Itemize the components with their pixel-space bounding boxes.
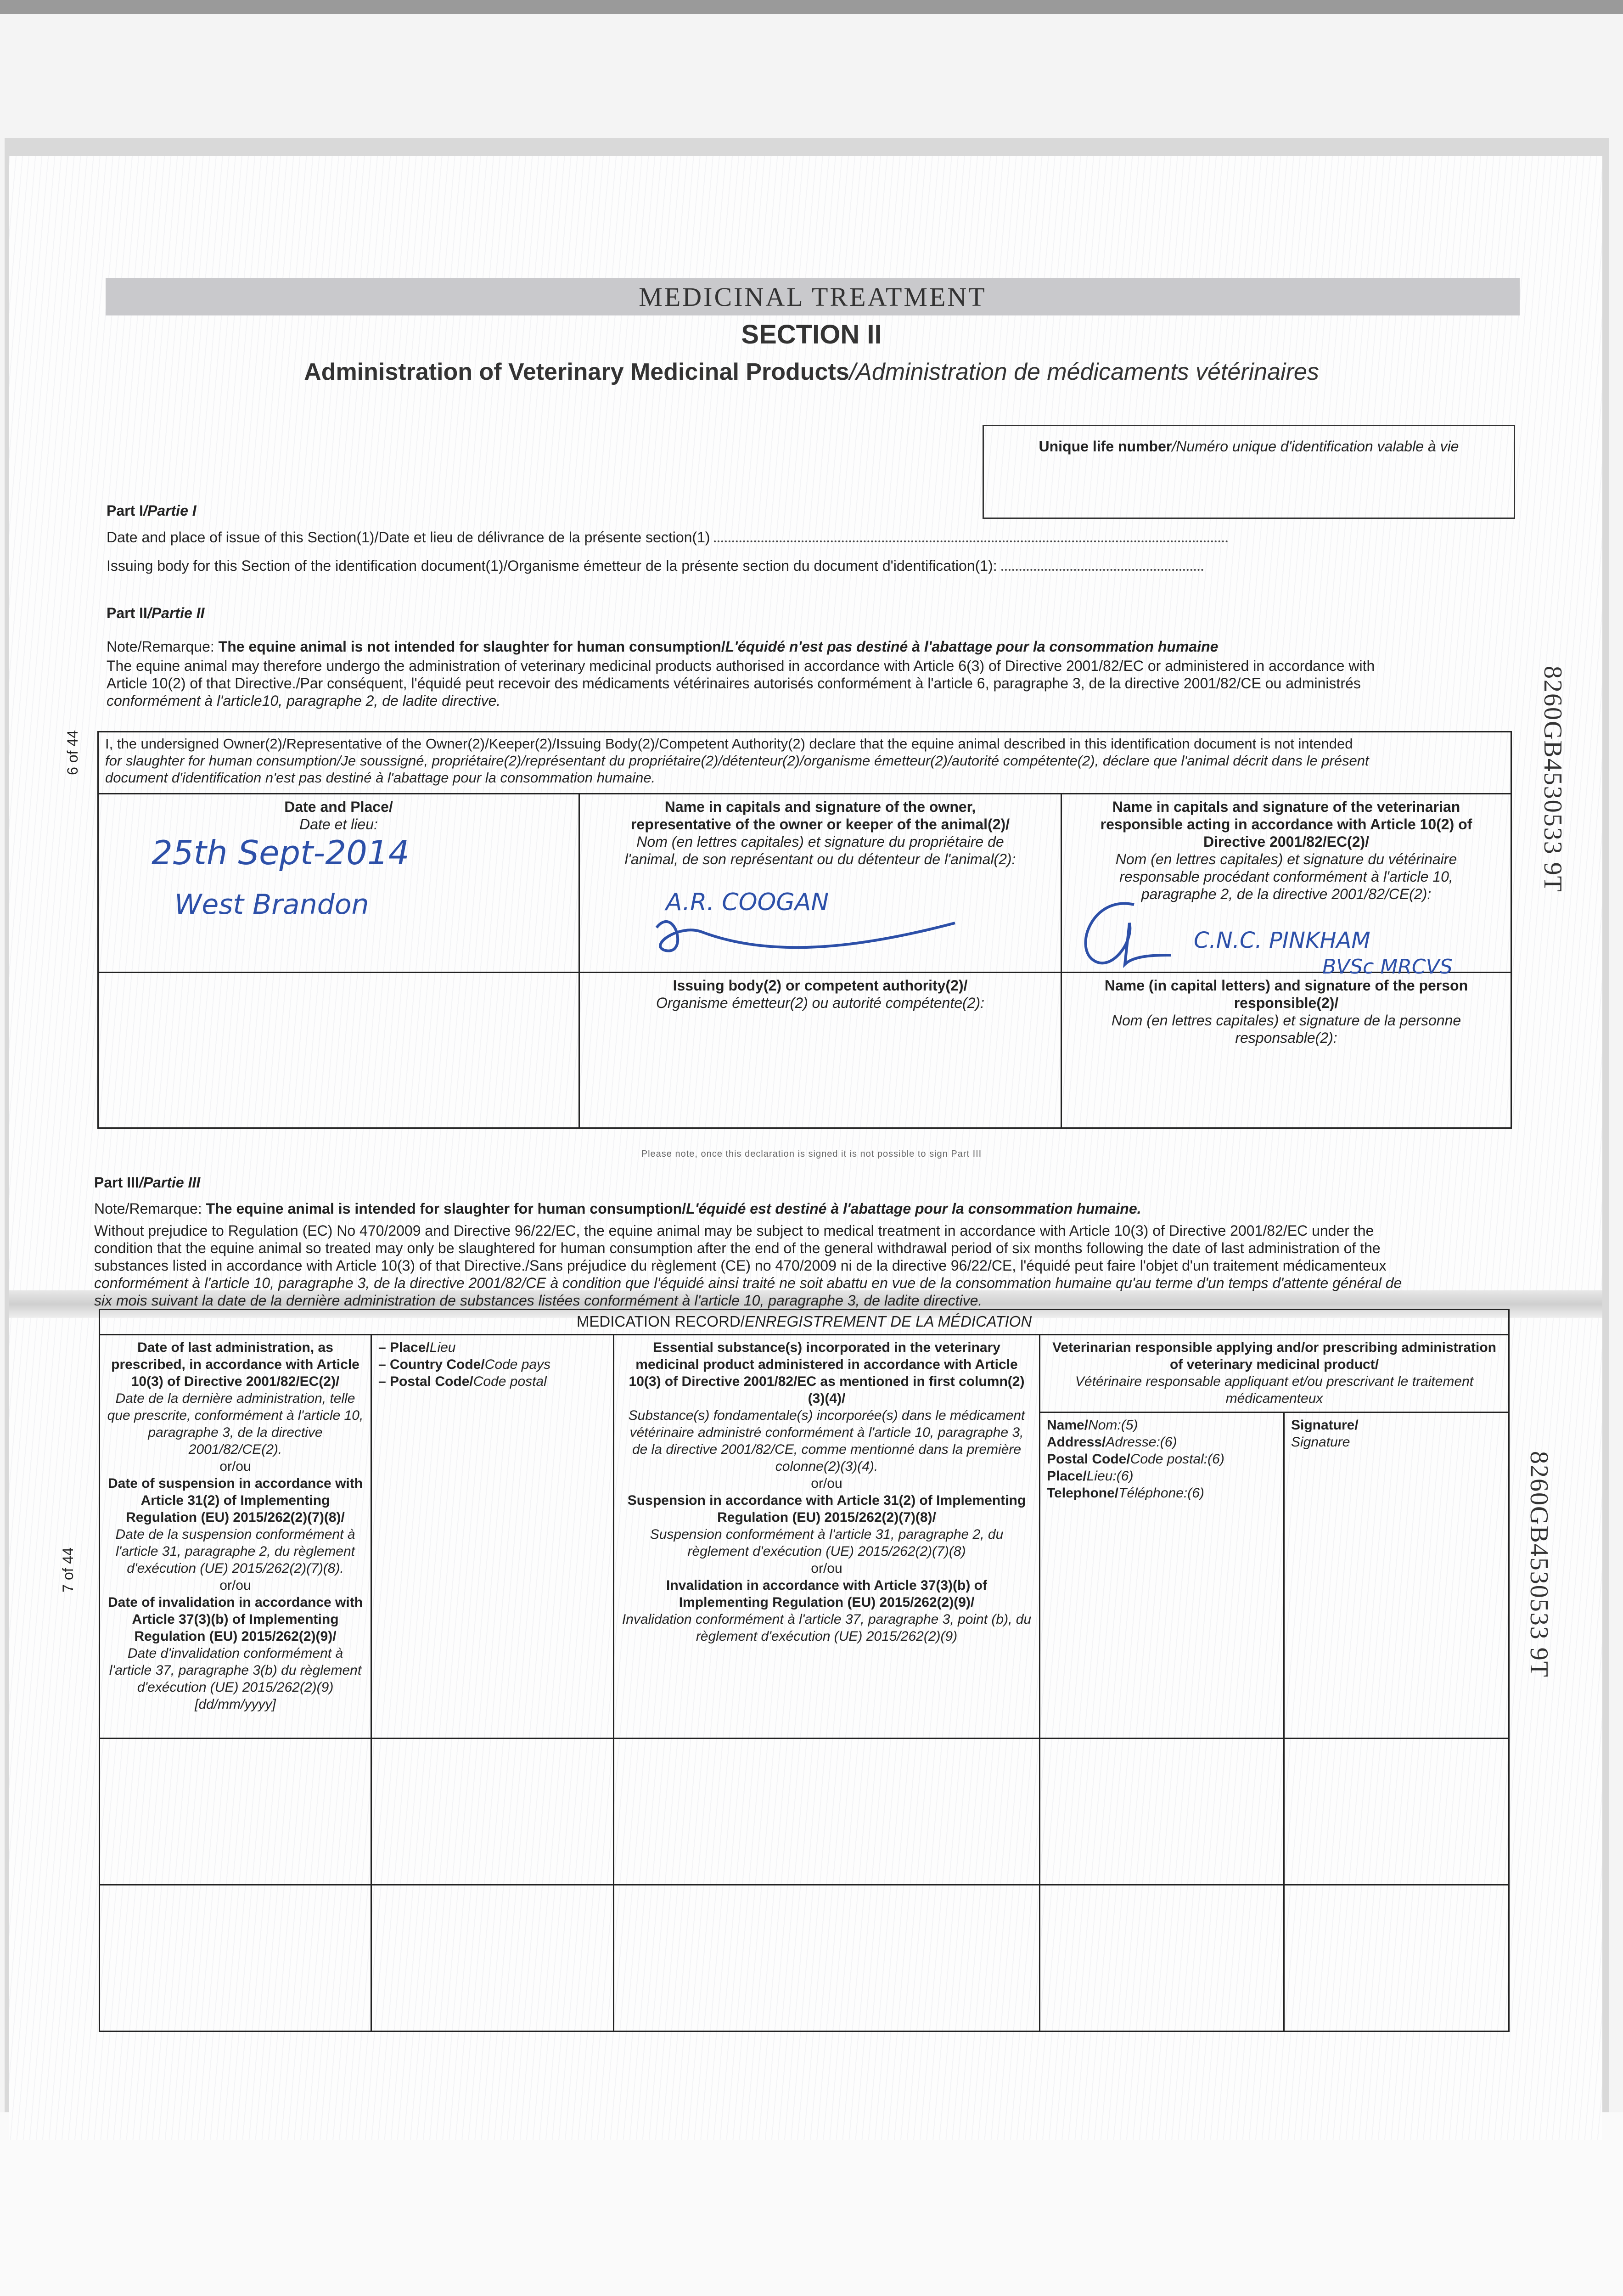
vet-phone-label: Telephone/Téléphone:(6) xyxy=(1047,1486,1204,1501)
subtitle-en: Administration of Veterinary Medicinal Products xyxy=(304,359,849,385)
entry-vet-cell[interactable] xyxy=(1040,1885,1284,2032)
part1-issuing-body xyxy=(107,557,1203,575)
handwritten-date: 25th Sept-2014 xyxy=(152,833,410,872)
part3-para-line5: six mois suivant la date de la dernière administration de substances listées conformément à l'article 10, paragraphe 3, de ladite directive. xyxy=(94,1292,983,1309)
part3-heading-en: Part III xyxy=(94,1174,139,1191)
c3-a-en: Essential substance(s) incorporated in the veterinary medicinal product administered in accordance with Article 10(3) of Directive 2001/82/EC as mentioned in first column(2)(3)(4)/ xyxy=(629,1340,1025,1406)
part2-note-italic: L'équidé n'est pas destiné à l'abattage pour la consommation humaine xyxy=(725,638,1219,655)
country-code-label: – Country Code/Code pays xyxy=(378,1357,551,1372)
part2-note xyxy=(107,637,1218,656)
responsible-label-en-2: responsible(2)/ xyxy=(1234,995,1339,1011)
part3-heading xyxy=(94,1173,200,1192)
responsible-label-en-1: Name (in capital letters) and signature of the person xyxy=(1104,977,1468,994)
part1-heading-en: Part I xyxy=(107,502,144,519)
entry-signature-cell[interactable] xyxy=(1284,1885,1509,2032)
scan-background xyxy=(0,2112,1623,2296)
part2-note-prefix: Note/Remarque: xyxy=(107,638,219,655)
c3-c-en: Invalidation in accordance with Article 37(3)(b) of Implementing Regulation (EU) 2015/262(2)(9)/ xyxy=(666,1578,987,1610)
issuing-body-cell[interactable] xyxy=(579,973,1061,1128)
part1-date-place-label: Date and place of issue of this Section(1)/Date et lieu de délivrance de la présente section(1) xyxy=(107,529,710,546)
part3-para-line2: condition that the equine animal so treated may only be slaughtered for human consumption after the end of the general withdrawal period of six months following the date of last administration of the xyxy=(94,1240,1381,1256)
part3-heading-fr: /Partie III xyxy=(139,1174,201,1191)
part2-para-line3: conformément à l'article10, paragraphe 2, de ladite directive. xyxy=(107,692,501,709)
vet-name-label: Name/Nom:(5) xyxy=(1047,1418,1138,1433)
page-number-top: 6 of 44 xyxy=(64,730,81,775)
date-place-field[interactable] xyxy=(714,536,1228,542)
part3-note-prefix: Note/Remarque: xyxy=(94,1200,206,1217)
part3-para-line4: conformément à l'article 10, paragraphe 3, de la directive 2001/82/CE à condition que l'équidé ainsi traité ne soit abattu en vue de la consommation humaine qu'au terme d'un temps d'attente général de xyxy=(94,1275,1402,1291)
c1-or-1: or/ou xyxy=(219,1459,251,1474)
medication-title-en: MEDICATION RECORD/ xyxy=(576,1313,745,1330)
date-place-label-en: Date and Place/ xyxy=(284,799,393,815)
c1-format: [dd/mm/yyyy] xyxy=(195,1697,276,1712)
part1-heading-fr: /Partie I xyxy=(143,502,197,519)
handwritten-owner-name: A.R. COOGAN xyxy=(666,889,829,916)
c3-c-fr: Invalidation conformément à l'article 37, paragraphe 3, point (b), du règlement d'exécution (UE) 2015/262(2)(9) xyxy=(622,1612,1032,1644)
c3-b-fr: Suspension conformément à l'article 31, paragraphe 2, du règlement d'exécution (UE) 2015/262(2)(7)(8) xyxy=(650,1527,1004,1559)
c3-or-2: or/ou xyxy=(811,1561,842,1576)
issuing-label-fr: Organisme émetteur(2) ou autorité compétente(2): xyxy=(656,995,984,1011)
c1-c-fr: Date d'invalidation conformément à l'article 37, paragraphe 3(b) du règlement d'exécution (UE) 2015/262(2)(9) xyxy=(109,1646,362,1695)
part2-heading xyxy=(107,604,204,622)
medication-header-row xyxy=(100,1335,1509,1412)
part2-para-line2: Article 10(2) of that Directive./Par conséquent, l'équidé peut recevoir des médicaments vétérinaires autorisés conformément à l'article 6, paragraphe 3, de la directive 2001/82/CE ou administrés xyxy=(107,675,1361,692)
unique-life-number-box xyxy=(983,425,1515,519)
part2-note-bold: The equine animal is not intended for slaughter for human consumption/ xyxy=(218,638,725,655)
veterinarian-header xyxy=(1040,1335,1509,1412)
declaration-row xyxy=(98,732,1511,794)
vet-details-header xyxy=(1040,1412,1284,1739)
page-number-bottom: 7 of 44 xyxy=(60,1548,76,1593)
vet-label-en-2: responsible acting in accordance with Article 10(2) of xyxy=(1100,816,1472,833)
place-header xyxy=(371,1335,614,1739)
vet-label-en-1: Name in capitals and signature of the veterinarian xyxy=(1112,799,1460,815)
responsible-person-cell[interactable] xyxy=(1061,973,1511,1128)
medication-record-table xyxy=(99,1309,1510,2032)
medication-record-title xyxy=(100,1310,1509,1335)
medication-title-fr: ENREGISTREMENT DE LA MÉDICATION xyxy=(744,1313,1032,1330)
part2-heading-fr: /Partie II xyxy=(147,605,205,621)
owner-signature-image xyxy=(638,895,969,964)
owner-label-fr-2: l'animal, de son représentant ou du détenteur de l'animal(2): xyxy=(624,851,1016,867)
fold-note: Please note, once this declaration is signed it is not possible to sign Part III xyxy=(641,1149,982,1159)
declaration-text xyxy=(98,732,1511,794)
entry-substance-cell[interactable] xyxy=(614,1739,1040,1885)
subtitle-fr: /Administration de médicaments vétérinaires xyxy=(849,359,1319,385)
section-subtitle xyxy=(0,358,1623,386)
responsible-label-fr-2: responsable(2): xyxy=(1235,1030,1337,1046)
medication-entry-row xyxy=(100,1885,1509,2032)
scanner-edge xyxy=(0,0,1623,14)
part1-heading xyxy=(107,501,197,520)
vet-label-fr-1: Nom (en lettres capitales) et signature du vétérinaire xyxy=(1115,851,1457,867)
part2-para-line1: The equine animal may therefore undergo the administration of veterinary medicinal products authorised in accordance with Article 6(3) of Directive 2001/82/EC or administered in accordance with xyxy=(107,658,1375,674)
handwritten-vet-quals: BVSc MRCVS xyxy=(1322,955,1453,979)
date-place-label-fr: Date et lieu: xyxy=(299,816,378,833)
part1-date-place xyxy=(107,528,1228,546)
entry-substance-cell[interactable] xyxy=(614,1885,1040,2032)
owner-label-en-1: Name in capitals and signature of the owner, xyxy=(664,799,976,815)
c4-head-fr: Vétérinaire responsable appliquant et/ou prescrivant le traitement médicamenteux xyxy=(1075,1374,1474,1406)
vet-postal-label: Postal Code/Code postal:(6) xyxy=(1047,1452,1224,1467)
part2-heading-en: Part II xyxy=(107,605,147,621)
medication-title-row xyxy=(100,1310,1509,1335)
c3-or-1: or/ou xyxy=(811,1476,842,1491)
last-administration-header xyxy=(100,1335,371,1739)
entry-place-cell[interactable] xyxy=(371,1885,614,2032)
section-title: SECTION II xyxy=(741,320,882,349)
essential-substance-header xyxy=(614,1335,1040,1739)
c1-b-en: Date of suspension in accordance with Article 31(2) of Implementing Regulation (EU) 2015/262(2)(7)(8)/ xyxy=(107,1476,363,1525)
c5-en: Signature/ xyxy=(1291,1418,1359,1433)
part3-note-bold: The equine animal is intended for slaughter for human consumption/ xyxy=(206,1200,686,1217)
owner-label-en-2: representative of the owner or keeper of the animal(2)/ xyxy=(630,816,1010,833)
c1-c-en: Date of invalidation in accordance with Article 37(3)(b) of Implementing Regulation (EU) 2015/262(2)(9)/ xyxy=(107,1595,363,1644)
unique-life-label-fr: /Numéro unique d'identification valable à vie xyxy=(1172,438,1459,455)
responsible-label-fr-1: Nom (en lettres capitales) et signature de la personne xyxy=(1111,1012,1461,1029)
c5-fr: Signature xyxy=(1291,1435,1350,1450)
vet-place-label: Place/Lieu:(6) xyxy=(1047,1469,1134,1484)
entry-date-cell[interactable] xyxy=(100,1739,371,1885)
declaration-line2: for slaughter for human consumption/Je soussigné, propriétaire(2)/représentant du propriétaire(2)/détenteur(2)/organisme émetteur(2)/autorité compétente(2), déclare que l'animal décrit dans le présent xyxy=(105,753,1369,769)
c1-a-fr: Date de la dernière administration, telle que prescrite, conformément à l'article 10, paragraphe 3, de la directive 2001/82/CE(2). xyxy=(107,1391,364,1457)
medication-entry-row xyxy=(100,1739,1509,1885)
part3-note-italic: L'équidé est destiné à l'abattage pour la consommation humaine. xyxy=(686,1200,1141,1217)
part3-note xyxy=(94,1199,1141,1218)
date-place-cell[interactable] xyxy=(98,794,579,973)
vet-label-fr-3: paragraphe 2, de la directive 2001/82/CE(2): xyxy=(1141,886,1432,902)
vet-signature-image xyxy=(1065,891,1175,983)
handwritten-place: West Brandon xyxy=(174,889,369,921)
declaration-line1: I, the undersigned Owner(2)/Representative of the Owner(2)/Keeper(2)/Issuing Body(2)/Competent Authority(2) declare that the equine animal described in this identification document is not intended xyxy=(105,736,1353,752)
empty-cell[interactable] xyxy=(98,973,579,1128)
side-code-bottom: 8260GB4530533 9T xyxy=(1525,1451,1553,1678)
postal-code-label: – Postal Code/Code postal xyxy=(378,1374,547,1389)
part1-issuing-body-label: Issuing body for this Section of the identification document(1)/Organisme émetteur de la présente section du document d'identification(1): xyxy=(107,557,997,574)
c1-or-2: or/ou xyxy=(219,1578,251,1593)
owner-label-fr-1: Nom (en lettres capitales) et signature du propriétaire de xyxy=(636,833,1004,850)
signature-row-2 xyxy=(98,973,1511,1128)
c1-b-fr: Date de la suspension conformément à l'article 31, paragraphe 2, du règlement d'exécution (UE) 2015/262(2)(7)(8). xyxy=(115,1527,355,1576)
c1-a-en: Date of last administration, as prescribed, in accordance with Article 10(3) of Directive 2001/82/EC(2)/ xyxy=(111,1340,359,1389)
entry-date-cell[interactable] xyxy=(100,1885,371,2032)
c3-b-en: Suspension in accordance with Article 31(2) of Implementing Regulation (EU) 2015/262(2)(7)(8)/ xyxy=(627,1493,1026,1525)
unique-life-label-en: Unique life number xyxy=(1039,438,1172,455)
vet-signature-header xyxy=(1284,1412,1509,1739)
vet-label-fr-2: responsable procédant conformément à l'article 10, xyxy=(1119,868,1453,885)
section-banner: MEDICINAL TREATMENT xyxy=(106,278,1520,315)
vet-label-en-3: Directive 2001/82/EC(2)/ xyxy=(1203,833,1370,850)
side-code-top: 8260GB4530533 9T xyxy=(1539,666,1567,893)
part3-para-line3: substances listed in accordance with Article 10(3) of that Directive./Sans préjudice du règlement (CE) no 470/2009 ni de la directive 96/22/CE, l'équidé peut faire l'objet d'un traitement médicamenteux xyxy=(94,1257,1387,1274)
issuing-body-field[interactable] xyxy=(1001,564,1203,571)
c4-head-en: Veterinarian responsible applying and/or prescribing administration of veterinary medicinal product/ xyxy=(1052,1340,1496,1372)
entry-signature-cell[interactable] xyxy=(1284,1739,1509,1885)
vet-address-label: Address/Adresse:(6) xyxy=(1047,1435,1177,1450)
handwritten-vet-name: C.N.C. PINKHAM xyxy=(1194,928,1370,953)
entry-vet-cell[interactable] xyxy=(1040,1739,1284,1885)
place-label: – Place/Lieu xyxy=(378,1340,456,1355)
declaration-line3: document d'identification n'est pas destiné à l'abattage pour la consommation humaine. xyxy=(105,770,656,786)
entry-place-cell[interactable] xyxy=(371,1739,614,1885)
issuing-label-en: Issuing body(2) or competent authority(2)/ xyxy=(673,977,968,994)
c3-a-fr: Substance(s) fondamentale(s) incorporée(s) dans le médicament vétérinaire administré conformément à l'article 10, paragraphe 3, de la directive 2001/82/CE, comme mentionné dans la première colonne(2)(3)(4). xyxy=(628,1408,1025,1474)
part3-para-line1: Without prejudice to Regulation (EC) No 470/2009 and Directive 96/22/EC, the equine animal may be subject to medical treatment in accordance with Article 10(3) of Directive 2001/82/EC under the xyxy=(94,1222,1374,1239)
